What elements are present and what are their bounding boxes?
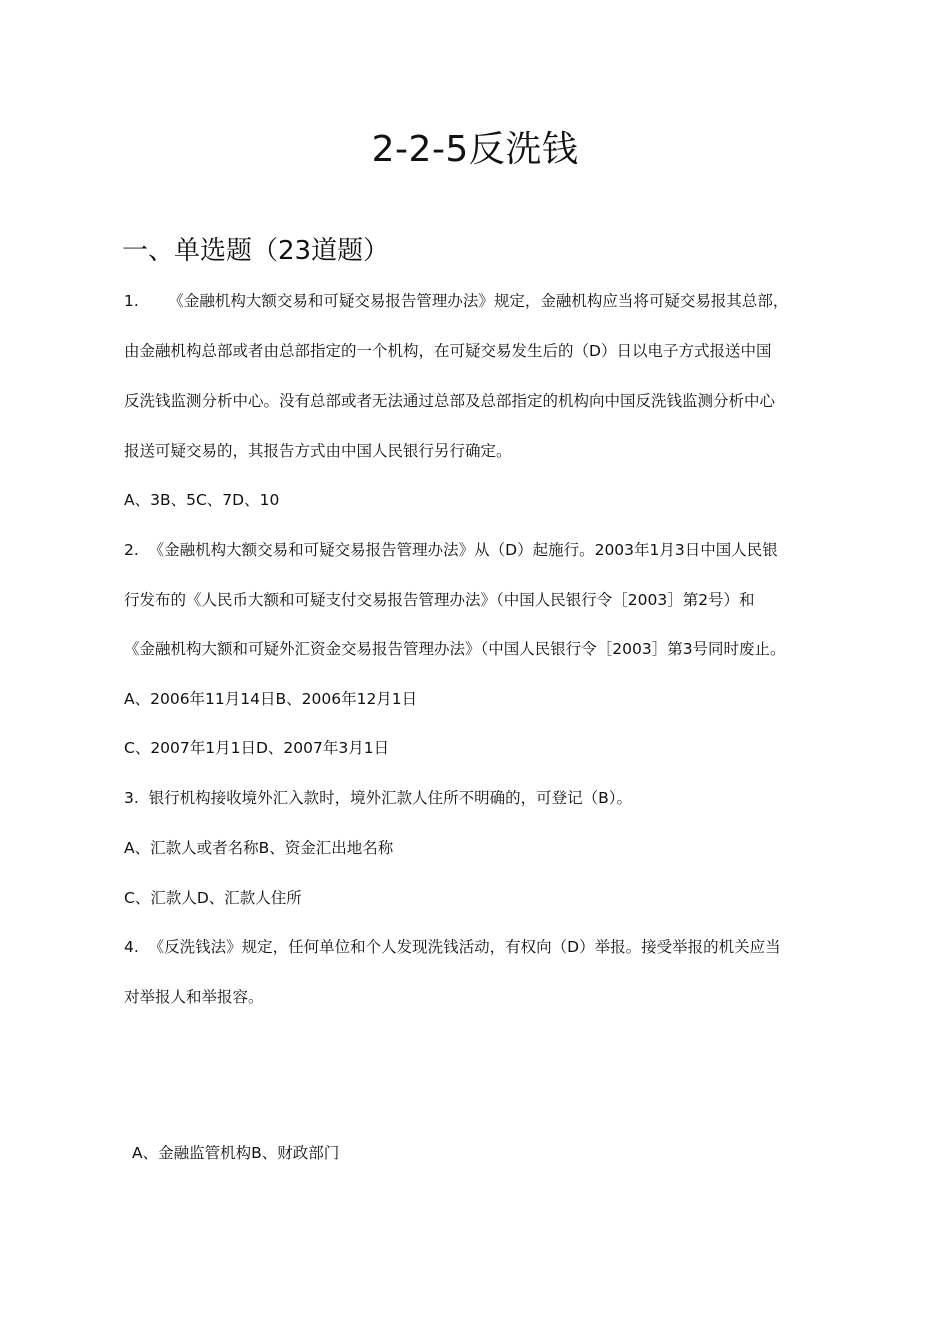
question-2-line-3: 《金融机构大额和可疑外汇资金交易报告管理办法》（中国人民银行令［2003］第3号同时废止。 bbox=[124, 640, 786, 658]
question-3-line-1: 3. 银行机构接收境外汇入款时，境外汇款人住所不明确的，可登记（B）。 bbox=[124, 789, 633, 807]
question-1-line-3: 反洗钱监测分析中心。没有总部或者无法通过总部及总部指定的机构向中国反洗钱监测分析中心 bbox=[124, 392, 776, 410]
question-3-options-ab: A、汇款人或者名称B、资金汇出地名称 bbox=[124, 839, 394, 857]
question-2-line-2: 行发布的《人民币大额和可疑支付交易报告管理办法》（中国人民银行令［2003］第2号）和 bbox=[124, 591, 755, 609]
question-2-options-ab: A、2006年11月14日B、2006年12月1日 bbox=[124, 690, 418, 708]
question-4-options-ab: A、金融监管机构B、财政部门 bbox=[132, 1144, 340, 1162]
question-1-options: A、3B、5C、7D、10 bbox=[124, 491, 280, 509]
question-1-line-2: 由金融机构总部或者由总部指定的一个机构，在可疑交易发生后的（D）日以电子方式报送中国 bbox=[124, 342, 772, 360]
question-3-options-cd: C、汇款人D、汇款人住所 bbox=[124, 889, 302, 907]
question-1-line-4: 报送可疑交易的，其报告方式由中国人民银行另行确定。 bbox=[124, 442, 512, 460]
question-1-line-1: 1. 《金融机构大额交易和可疑交易报告管理办法》规定，金融机构应当将可疑交易报其总部， bbox=[124, 292, 789, 310]
page-title: 2-2-5反洗钱 bbox=[371, 129, 579, 170]
section-heading: 一、单选题（23道题） bbox=[122, 236, 390, 266]
question-2-line-1: 2. 《金融机构大额交易和可疑交易报告管理办法》从（D）起施行。2003年1月3日中国人民银 bbox=[124, 541, 778, 559]
question-2-options-cd: C、2007年1月1日D、2007年3月1日 bbox=[124, 739, 390, 757]
question-4-line-2: 对举报人和举报容。 bbox=[124, 988, 264, 1006]
question-4-line-1: 4. 《反洗钱法》规定，任何单位和个人发现洗钱活动，有权向（D）举报。接受举报的机关应当 bbox=[124, 938, 781, 956]
